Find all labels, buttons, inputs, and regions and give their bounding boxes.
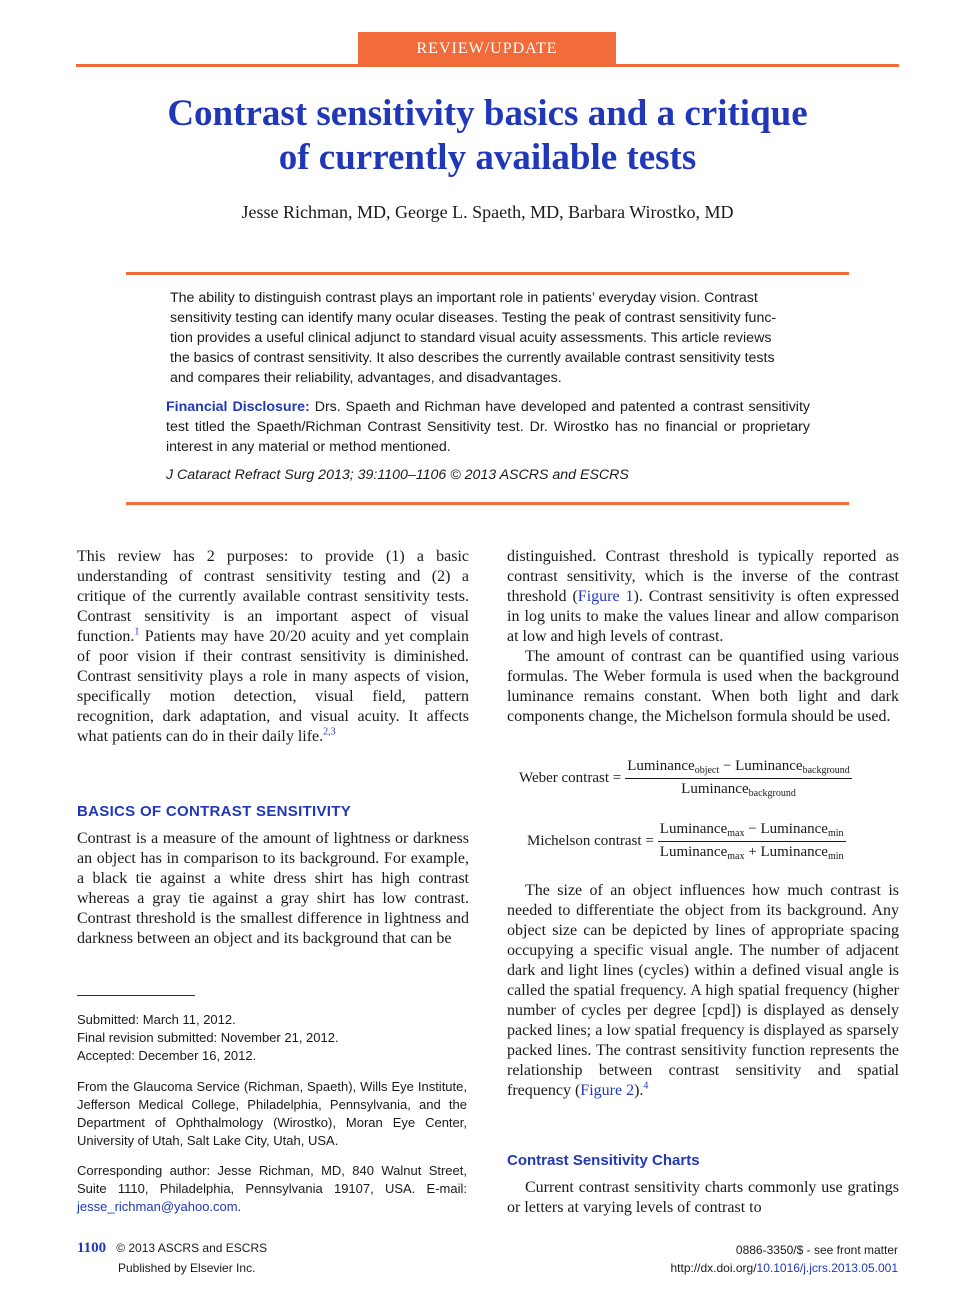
symbol: Luminance [681, 781, 749, 797]
author-list: Jesse Richman, MD, George L. Spaeth, MD, Barbara Wirostko, MD [241, 202, 734, 222]
footer-left-top [77, 1240, 267, 1257]
footer-copyright: © 2013 ASCRS and ESCRS [116, 1241, 268, 1255]
operator: + [744, 844, 761, 860]
corresponding-author [77, 1162, 467, 1216]
weber-equation [519, 758, 852, 799]
section-heading-basics: BASICS OF CONTRAST SENSITIVITY [77, 803, 352, 820]
paragraph-text: ). [634, 1082, 644, 1099]
subsection-heading-charts: Contrast Sensitivity Charts [507, 1152, 700, 1169]
section-tag: REVIEW/UPDATE [358, 32, 616, 65]
disclosure-text: Drs. Spaeth and Richman have developed and patented a contrast sensitivity test titled the Spaeth/Richman Contrast Sensitivity test. Dr. Wirostko has no financial or proprietary interest in any material or method mentioned. [166, 399, 810, 455]
reference-link[interactable]: 1 [134, 626, 140, 638]
symbol: Luminance [760, 844, 828, 860]
left-column-intro [77, 547, 469, 747]
header-rule [76, 64, 899, 67]
subscript: max [727, 828, 745, 839]
financial-disclosure [166, 397, 810, 457]
weber-denominator [681, 779, 796, 799]
michelson-label: Michelson contrast [527, 833, 642, 849]
abstract [170, 288, 810, 388]
reference-link[interactable]: 2,3 [323, 726, 336, 738]
paragraph-text: ). Contrast sensitivity is often expressed in log units to make the values linear and allow comparison at low and high levels of contrast. [507, 588, 899, 645]
email-suffix: . [237, 1199, 242, 1214]
final-revision-date: Final revision submitted: November 21, 2012. [77, 1030, 339, 1045]
symbol: Luminance [659, 844, 728, 860]
figure-2-link[interactable]: Figure 2 [580, 1082, 635, 1099]
doi-prefix: http://dx.doi.org/ [670, 1261, 757, 1275]
footer-doi [670, 1261, 898, 1275]
subscript: max [727, 851, 745, 862]
michelson-numerator [658, 821, 846, 842]
charts-paragraph [507, 1178, 899, 1218]
basics-text: Contrast is a measure of the amount of lightness or darkness an object has in comparison to its background. For example, a black tie against a white dress shirt has high contrast whereas a gray tie against a gray shirt has low contrast. Contrast threshold is the smallest difference in lightness and darkness between an object and its background that can be [77, 830, 469, 947]
paragraph-text: The amount of contrast can be quantified using various formulas. The Weber formula is used when the background luminance remains constant. When both light and dark components change, the Michelson formula should be used. [507, 648, 899, 725]
subscript: object [694, 765, 720, 776]
abstract-line: The ability to distinguish contrast plays an important role in patients’ everyday vision. Contrast [170, 290, 758, 306]
accepted-date: Accepted: December 16, 2012. [77, 1048, 257, 1063]
paragraph-text: Current contrast sensitivity charts commonly use gratings or letters at varying levels of contrast to [507, 1179, 899, 1216]
submitted-date: Submitted: March 11, 2012. [77, 1012, 236, 1027]
subscript: background [748, 788, 796, 799]
weber-label: Weber contrast [519, 770, 609, 786]
title-line-1: Contrast sensitivity basics and a critique [167, 93, 808, 134]
corresponding-text: Corresponding author: Jesse Richman, MD, 840 Walnut Street, Suite 1110, Philadelphia, Pennsylvania 19107, USA. E-mail: [77, 1163, 467, 1196]
symbol: Luminance [659, 821, 728, 837]
footer-publisher: Published by Elsevier Inc. [118, 1261, 256, 1275]
michelson-denominator [660, 842, 844, 862]
abstract-top-rule [126, 272, 849, 275]
michelson-fraction [658, 821, 846, 862]
symbol: Luminance [735, 758, 803, 774]
equals-sign: = [609, 770, 622, 786]
symbol: Luminance [627, 758, 695, 774]
symbol: Luminance [760, 821, 828, 837]
title-line-2: of currently available tests [278, 137, 697, 178]
equals-sign: = [641, 833, 654, 849]
disclosure-label: Financial Disclosure: [166, 399, 310, 415]
footer-issn: 0886-3350/$ - see front matter [735, 1243, 898, 1257]
article-title [80, 92, 895, 180]
affiliation: From the Glaucoma Service (Richman, Spaeth), Wills Eye Institute, Jefferson Medical College, Philadelphia, Pennsylvania, and the Department of Ophthalmology (Wirostko), Moran Eye Center, University of Utah, Salt Lake City, Utah, USA. [77, 1079, 467, 1148]
doi-link[interactable]: 10.1016/j.jcrs.2013.05.001 [756, 1261, 898, 1275]
michelson-equation [527, 821, 846, 862]
abstract-line: the basics of contrast sensitivity. It also describes the currently available contrast sensitivity tests [170, 350, 775, 366]
abstract-line: and compares their reliability, advantages, and disadvantages. [170, 370, 562, 386]
email-link[interactable]: jesse_richman@yahoo.com [77, 1199, 238, 1214]
footnote-rule [77, 995, 195, 996]
abstract-bottom-rule [126, 502, 849, 505]
subscript: min [827, 851, 844, 862]
submission-dates [77, 1011, 467, 1065]
paragraph-text: The size of an object influences how much contrast is needed to differentiate the object from its background. Any object size can be depicted by lines of appropriate spacing occupying a specific visual angle. The number of adjacent dark and light lines (cycles) within a defined visual angle is called the spatial frequency. A high spatial frequency (higher number of cycles per degree [cpd]) is displayed as densely packed lines; a low spatial frequency is displayed as sparsely packed lines. The contrast sensitivity function represents the relationship between contrast sensitivity and spatial frequency ( [507, 882, 899, 1099]
abstract-line: tion provides a useful clinical adjunct to standard visual acuity assessments. This article reviews [170, 330, 772, 346]
abstract-line: sensitivity testing can identify many ocular diseases. Testing the peak of contrast sensitivity func- [170, 310, 777, 326]
basics-paragraph [77, 829, 469, 949]
subscript: min [827, 828, 844, 839]
subscript: background [802, 765, 850, 776]
weber-numerator [625, 758, 852, 779]
intro-text: This review has 2 purposes: to provide (1) a basic understanding of contrast sensitivity testing and (2) a critique of the currently available contrast sensitivity tests. Contrast sensitivity is an important aspect of visual function. [77, 548, 469, 645]
operator: − [719, 758, 736, 774]
figure-1-link[interactable]: Figure 1 [577, 588, 634, 605]
journal-citation: J Cataract Refract Surg 2013; 39:1100–1106 © 2013 ASCRS and ESCRS [166, 467, 629, 483]
right-column-top [507, 547, 899, 727]
paragraph-text: distinguished. Contrast threshold is typically reported as contrast sensitivity, which is the inverse of the contrast threshold ( [507, 548, 899, 605]
operator: − [744, 821, 761, 837]
page-number: 1100 [77, 1240, 107, 1256]
intro-text: Patients may have 20/20 acuity and yet complain of poor vision if their contrast sensitivity is diminished. Contrast sensitivity plays a role in many aspects of vision, specifically motion detection, visual field, pattern recognition, dark adaptation, and visual acuity. It affects what patients can do in their daily life. [77, 628, 469, 745]
spatial-frequency-paragraph [507, 881, 899, 1101]
reference-link[interactable]: 4 [643, 1080, 649, 1092]
weber-fraction [625, 758, 852, 799]
